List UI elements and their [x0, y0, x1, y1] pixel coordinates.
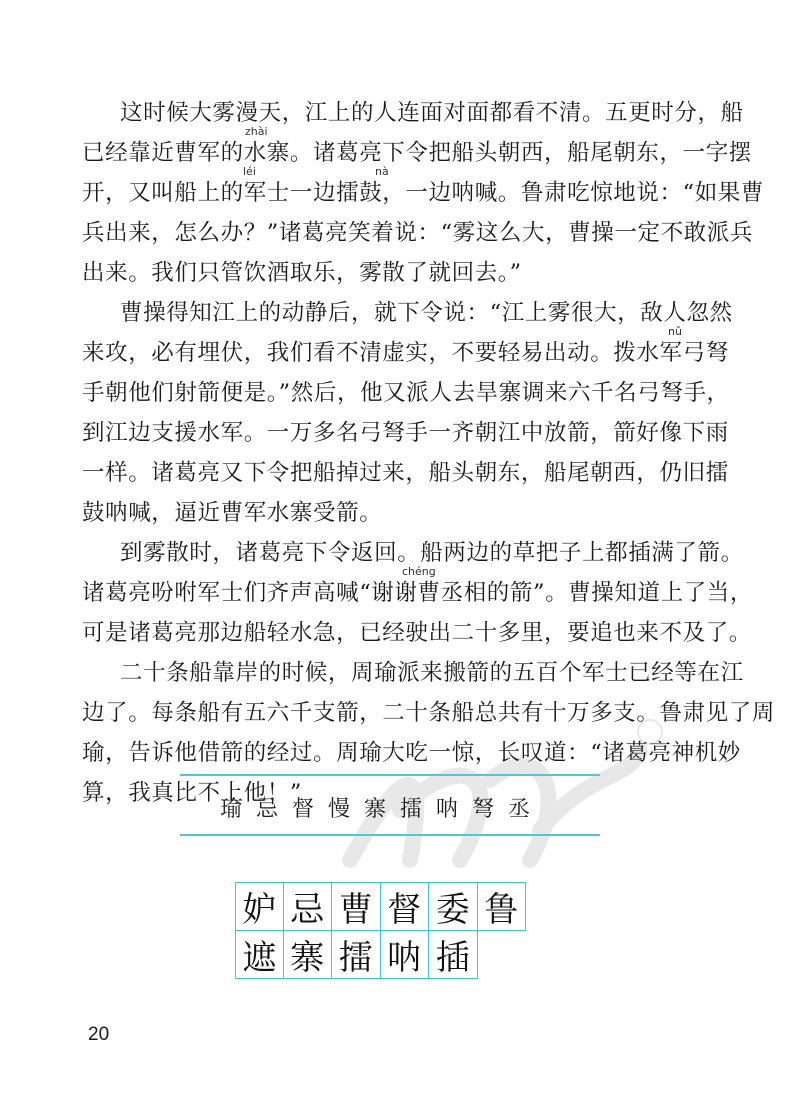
text-line: 到雾散时，诸葛亮下令返回。船两边的草把子上都插满了箭。: [120, 540, 744, 566]
pinyin-annotation: chéng: [402, 565, 436, 578]
vocabulary-characters: 瑜忌督慢寨擂呐弩丞: [220, 797, 545, 822]
character-writing-grid: [235, 882, 526, 979]
grid-cell: 督: [381, 882, 430, 931]
grid-cell: 插: [429, 931, 478, 980]
text-line: 手朝他们射箭便是。”然后，他又派人去旱寨调来六千名弓弩手，: [82, 380, 730, 406]
grid-cell: 忌: [284, 882, 333, 931]
grid-cell: 遮: [235, 931, 284, 980]
pinyin-annotation: léi: [243, 165, 256, 178]
text-line: 开，又叫船上的军士一边擂鼓，一边呐喊。鲁肃吃惊地说：“如果曹: [82, 180, 765, 206]
grid-cell: 寨: [284, 931, 333, 980]
pinyin-annotation: nà: [375, 165, 389, 178]
text-line: 这时候大雾漫天，江上的人连面对面都看不清。五更时分，船: [120, 100, 744, 126]
text-line: 鼓呐喊，逼近曹军水寨受箭。: [82, 500, 383, 526]
text-line: 诸葛亮吩咐军士们齐声高喊“谢谢曹丞相的箭”。曹操知道上了当，: [82, 580, 754, 606]
grid-cell: 妒: [235, 882, 284, 931]
text-line: 二十条船靠岸的时候，周瑜派来搬箭的五百个军士已经等在江: [120, 660, 744, 686]
grid-cell: 委: [429, 882, 478, 931]
divider: [180, 774, 600, 776]
pinyin-annotation: nǔ: [668, 325, 682, 338]
text-line: 到江边支援水军。一万多名弓弩手一齐朝江中放箭，箭好像下雨: [82, 420, 729, 446]
grid-cell: 鲁: [478, 882, 527, 931]
text-line: 算，我真比不上他！”: [82, 780, 303, 806]
text-line: 可是诸葛亮那边船轻水急，已经驶出二十多里，要追也来不及了。: [82, 620, 752, 646]
text-line: 已经靠近曹军的水寨。诸葛亮下令把船头朝西，船尾朝东，一字摆: [82, 140, 752, 166]
text-line: 一样。诸葛亮又下令把船掉过来，船头朝东，船尾朝西，仍旧擂: [82, 460, 729, 486]
text-line: 出来。我们只管饮酒取乐，雾散了就回去。”: [82, 260, 522, 286]
text-line: 曹操得知江上的动静后，就下令说：“江上雾很大，敌人忽然: [120, 300, 733, 326]
text-line: 边了。每条船有五六千支箭，二十条船总共有十万多支。鲁肃见了周: [82, 700, 776, 726]
vocabulary-box: [180, 774, 600, 836]
grid-cell: 呐: [381, 931, 430, 980]
page-number: 20: [88, 1024, 110, 1045]
grid-cell: 曹: [332, 882, 381, 931]
grid-cell: 擂: [332, 931, 381, 980]
text-line: 兵出来，怎么办？”诸葛亮笑着说：“雾这么大，曹操一定不敢派兵: [82, 220, 754, 246]
text-line: 来攻，必有埋伏，我们看不清虚实，不要轻易出动。拨水军弓弩: [82, 340, 729, 366]
divider: [180, 834, 600, 836]
text-line: 瑜，告诉他借箭的经过。周瑜大吃一惊，长叹道：“诸葛亮神机妙: [82, 740, 741, 766]
pinyin-annotation: zhài: [245, 125, 268, 138]
